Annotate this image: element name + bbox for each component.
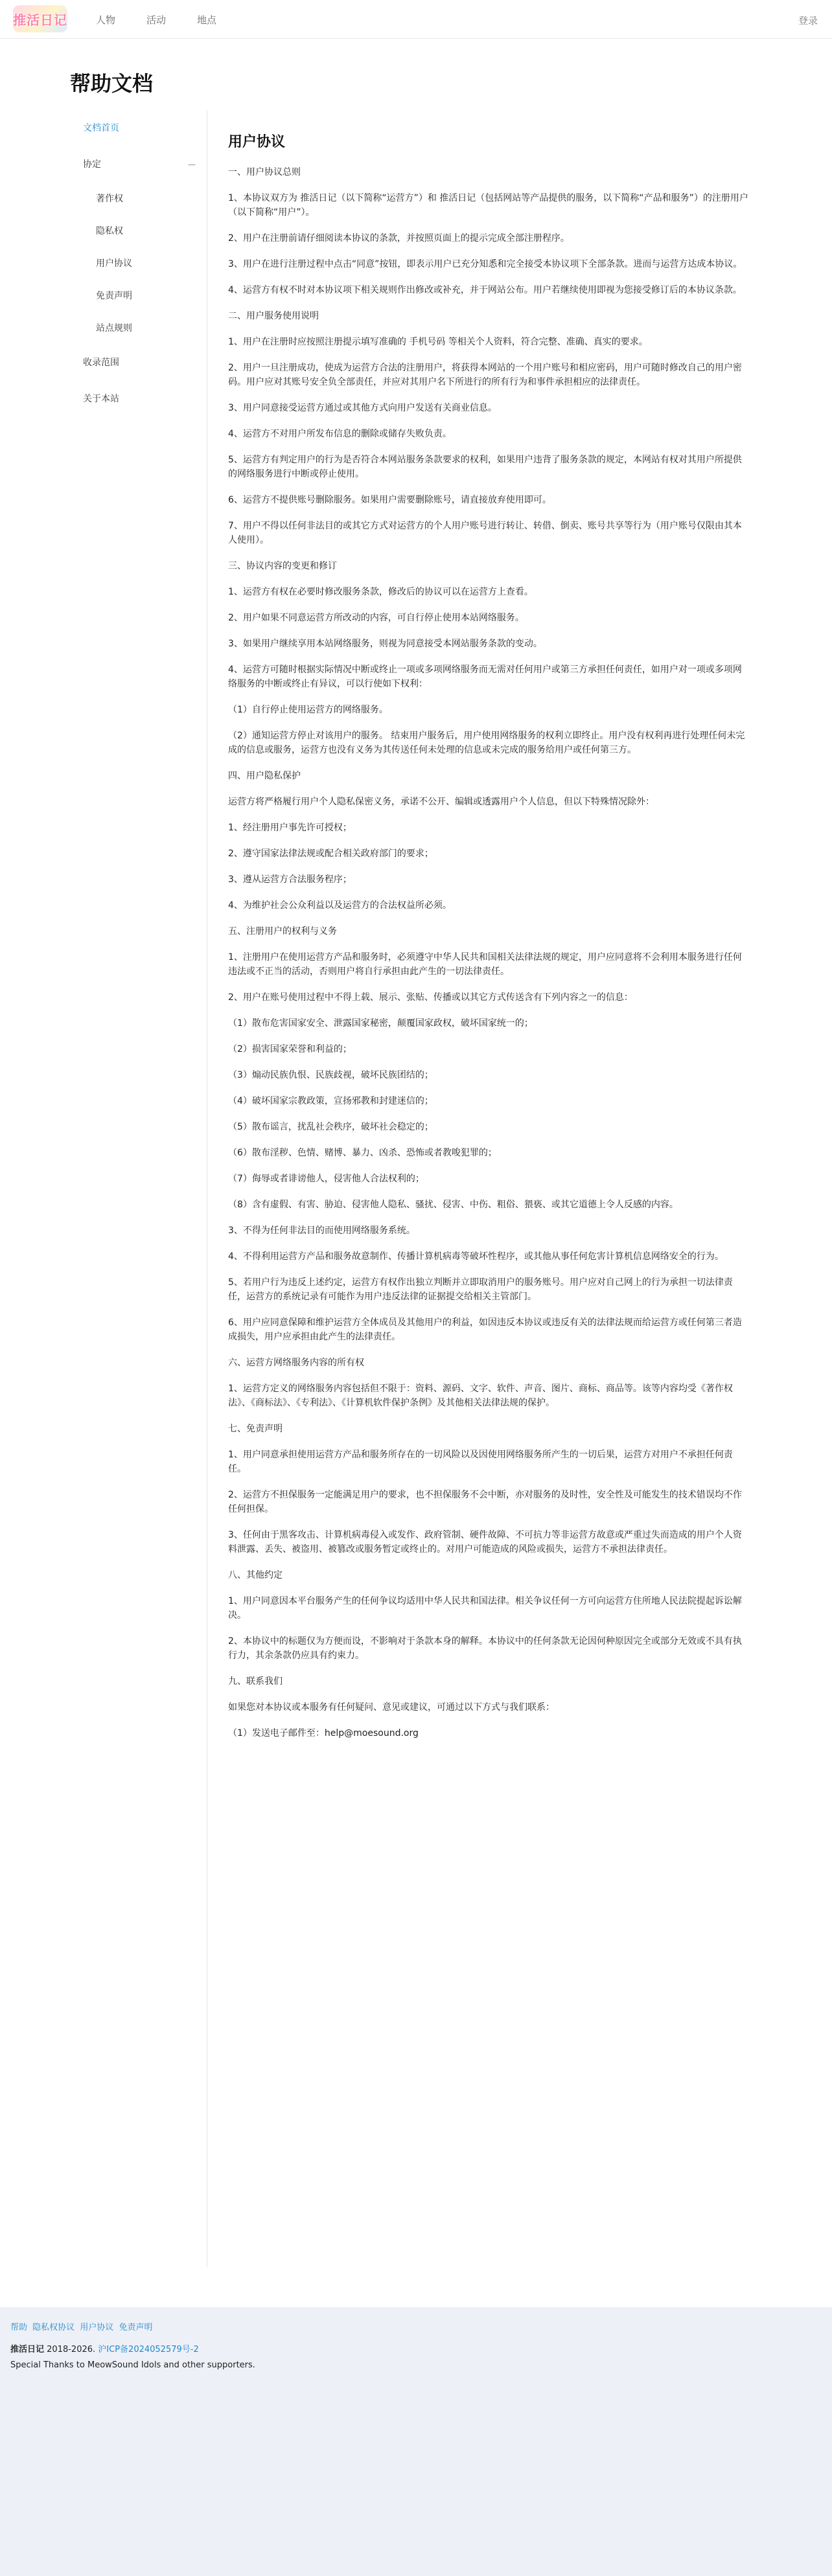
doc-paragraph: 6、运营方不提供账号删除服务。如果用户需要删除账号，请直接放弃使用即可。: [228, 495, 551, 505]
doc-paragraph: 3、如果用户继续享用本站网络服务，则视为同意接受本网站服务条款的变动。: [228, 639, 542, 649]
sidebar-item-privacy[interactable]: 隐私权: [96, 226, 123, 236]
doc-paragraph: 三、协议内容的变更和修订: [228, 561, 337, 571]
footer-link-user-agreement[interactable]: 用户协议: [80, 2323, 114, 2332]
doc-paragraph: 七、免责声明: [228, 1424, 283, 1434]
doc-paragraph: 四、用户隐私保护: [228, 771, 301, 781]
doc-paragraph: 1、用户同意承担使用运营方产品和服务所存在的一切风险以及因使用网络服务所产生的一切后果，运营方对用户不承担任何责任。: [228, 1450, 733, 1474]
doc-paragraph: （2）通知运营方停止对该用户的服务。 结束用户服务后，用户使用网络服务的权利立即终止。用户没有权利再进行处理任何未完成的信息或服务，运营方也没有义务为其传送任何未处理的信息或未完成的服务给用户或任何第三方。: [228, 731, 745, 755]
doc-paragraph: （7）侮辱或者诽谤他人，侵害他人合法权利的；: [228, 1174, 424, 1184]
sidebar-item-copyright[interactable]: 著作权: [96, 194, 123, 204]
footer-thanks: Special Thanks to MeowSound Idols and other supporters.: [10, 2360, 255, 2370]
doc-paragraph: 九、联系我们: [228, 1676, 283, 1687]
doc-paragraph: 5、若用户行为违反上述约定，运营方有权作出独立判断并立即取消用户的服务账号。用户应对自己网上的行为承担一切法律责任，运营方的系统记录有可能作为用户违反法律的证据提交给相关主管部门。: [228, 1277, 733, 1302]
doc-paragraph: 4、不得利用运营方产品和服务故意制作、传播计算机病毒等破坏性程序，或其他从事任何危害计算机信息网络安全的行为。: [228, 1251, 724, 1262]
docs-sidebar: [70, 110, 207, 417]
page-title: 帮助文档: [70, 71, 154, 96]
top-navigation-bar: [0, 0, 832, 39]
footer-link-privacy[interactable]: 隐私权协议: [32, 2323, 75, 2332]
doc-body: [228, 165, 749, 1740]
doc-paragraph: 3、用户同意接受运营方通过或其他方式向用户发送有关商业信息。: [228, 403, 497, 413]
doc-paragraph: （1）散布危害国家安全、泄露国家秘密，颠覆国家政权，破坏国家统一的；: [228, 1018, 533, 1029]
doc-paragraph: 五、注册用户的权利与义务: [228, 926, 337, 937]
sidebar-item-disclaimer[interactable]: 免责声明: [96, 291, 132, 301]
doc-paragraph: 4、运营方不对用户所发布信息的删除或储存失败负责。: [228, 429, 452, 439]
doc-paragraph: （3）煽动民族仇恨、民族歧视，破坏民族团结的；: [228, 1070, 433, 1080]
site-logo[interactable]: [13, 5, 67, 32]
sidebar-item-site-rules[interactable]: 站点规则: [96, 323, 132, 334]
doc-paragraph: 3、不得为任何非法目的而使用网络服务系统。: [228, 1225, 415, 1236]
doc-paragraph: 八、其他约定: [228, 1570, 283, 1580]
doc-paragraph: 1、经注册用户事先许可授权；: [228, 823, 352, 833]
doc-paragraph: （8）含有虚假、有害、胁迫、侵害他人隐私、骚扰、侵害、中伤、粗俗、猥亵、或其它道德上令人反感的内容。: [228, 1200, 678, 1210]
footer-icp-link[interactable]: 沪ICP备2024052579号-2: [98, 2345, 199, 2354]
doc-paragraph: 2、遵守国家法律法规或配合相关政府部门的要求；: [228, 849, 433, 859]
doc-paragraph: 2、用户在账号使用过程中不得上载、展示、张贴、传播或以其它方式传送含有下列内容之一的信息：: [228, 992, 633, 1003]
doc-title: 用户协议: [228, 134, 286, 150]
doc-paragraph: 2、用户如果不同意运营方所改动的内容，可自行停止使用本站网络服务。: [228, 613, 524, 623]
doc-paragraph: 1、运营方有权在必要时修改服务条款，修改后的协议可以在运营方上查看。: [228, 587, 533, 597]
footer-link-disclaimer[interactable]: 免责声明: [119, 2323, 153, 2332]
nav-people[interactable]: 人物: [96, 14, 116, 26]
doc-paragraph: 二、用户服务使用说明: [228, 311, 319, 321]
doc-paragraph: 1、注册用户在使用运营方产品和服务时，必须遵守中华人民共和国相关法律法规的规定，用户应同意将不会利用本服务进行任何违法或不正当的活动，否则用户将自行承担由此产生的一切法律责任。: [228, 952, 742, 977]
doc-paragraph: 2、用户一旦注册成功，使成为运营方合法的注册用户，将获得本网站的一个用户账号和相应密码，用户可随时修改自己的用户密码。用户应对其账号安全负全部责任，并应对其用户名下所进行的所有行为和事件承担相应的法律责任。: [228, 363, 742, 387]
doc-paragraph: （4）破坏国家宗教政策，宣扬邪教和封建迷信的；: [228, 1096, 433, 1106]
doc-paragraph: 3、遵从运营方合法服务程序；: [228, 874, 352, 885]
site-footer: [0, 2307, 832, 2576]
doc-paragraph: 1、用户在注册时应按照注册提示填写准确的 手机号码 等相关个人资料，符合完整、准确、真实的要求。: [228, 337, 648, 347]
doc-paragraph: 6、用户应同意保障和维护运营方全体成员及其他用户的利益，如因违反本协议或违反有关的法律法规而给运营方或任何第三者造成损失，用户应承担由此产生的法律责任。: [228, 1317, 742, 1342]
doc-paragraph: 运营方将严格履行用户个人隐私保密义务，承诺不公开、编辑或透露用户个人信息，但以下特殊情况除外：: [228, 797, 654, 807]
sidebar-item-collection-scope[interactable]: 收录范围: [83, 358, 119, 368]
doc-paragraph: 4、为维护社会公众利益以及运营方的合法权益所必须。: [228, 900, 452, 911]
sidebar-item-about[interactable]: 关于本站: [83, 394, 119, 404]
doc-paragraph: 如果您对本协议或本服务有任何疑问、意见或建议，可通过以下方式与我们联系：: [228, 1702, 555, 1713]
main-nav: [96, 0, 216, 39]
doc-paragraph: 5、运营方有判定用户的行为是否符合本网站服务条款要求的权利，如果用户违背了服务条款的规定，本网站有权对其用户所提供的网络服务进行中断或停止使用。: [228, 455, 742, 479]
doc-paragraph: 4、运营方可随时根据实际情况中断或终止一项或多项网络服务而无需对任何用户或第三方承担任何责任，如用户对一项或多项网络服务的中断或终止有异议，可以行使如下权利：: [228, 665, 742, 689]
doc-paragraph: 六、运营方网络服务内容的所有权: [228, 1358, 364, 1368]
doc-paragraph: （1）发送电子邮件至：help@moesound.org: [228, 1728, 419, 1738]
footer-links: [10, 2320, 155, 2332]
doc-paragraph: 2、运营方不担保服务一定能满足用户的要求，也不担保服务不会中断，亦对服务的及时性，安全性及可能发生的技术错误均不作任何担保。: [228, 1490, 742, 1514]
doc-paragraph: 2、本协议中的标题仅为方便而设，不影响对于条款本身的解释。本协议中的任何条款无论因何种原因完全或部分无效或不具有执行力，其余条款仍应具有约束力。: [228, 1636, 742, 1661]
logo-text: 推活日记: [13, 12, 67, 28]
nav-events[interactable]: 活动: [146, 14, 167, 26]
doc-paragraph: 2、用户在注册前请仔细阅读本协议的条款，并按照页面上的提示完成全部注册程序。: [228, 233, 570, 244]
collapse-icon: —: [188, 160, 196, 169]
login-link[interactable]: 登录: [798, 15, 818, 27]
footer-brand: 推活日记: [10, 2345, 45, 2354]
doc-paragraph: 3、用户在进行注册过程中点击“同意”按钮，即表示用户已充分知悉和完全接受本协议项下全部条款。进而与运营方达成本协议。: [228, 259, 743, 269]
sidebar-item-user-agreement[interactable]: 用户协议: [96, 258, 132, 269]
doc-paragraph: 一、用户协议总则: [228, 167, 301, 177]
doc-paragraph: （2）损害国家荣誉和利益的；: [228, 1044, 352, 1054]
doc-paragraph: 1、运营方定义的网络服务内容包括但不限于：资料、源码、文字、软件、声音、图片、商标、商品等。该等内容均受《著作权法》、《商标法》、《专利法》、《计算机软件保护条例》及其他相关法律法规的保护。: [228, 1384, 733, 1408]
footer-years: 2018-2026.: [47, 2345, 96, 2354]
doc-paragraph: 4、运营方有权不时对本协议项下相关规则作出修改或补充，并于网站公布。用户若继续使用即视为您接受修订后的本协议条款。: [228, 285, 742, 295]
sidebar-item-agreement[interactable]: [70, 146, 207, 183]
sidebar-item-label: 协定: [83, 159, 101, 170]
doc-paragraph: （1）自行停止使用运营方的网络服务。: [228, 705, 388, 715]
doc-paragraph: 7、用户不得以任何非法目的或其它方式对运营方的个人用户账号进行转让、转借、倒卖、账号共享等行为（用户账号仅限由其本人使用）。: [228, 521, 742, 545]
doc-paragraph: 3、任何由于黑客攻击、计算机病毒侵入或发作、政府管制、硬件故障、不可抗力等非运营方故意或严重过失而造成的用户个人资料泄露、丢失、被盗用、被篡改或服务暂定或终止的。对用户可能造成的风险或损失，运营方不承担法律责任。: [228, 1530, 742, 1555]
footer-link-help[interactable]: 帮助: [10, 2323, 28, 2332]
doc-paragraph: 1、用户同意因本平台服务产生的任何争议均适用中华人民共和国法律。相关争议任何一方可向运营方住所地人民法院提起诉讼解决。: [228, 1596, 742, 1621]
doc-paragraph: （6）散布淫秽、色情、赌博、暴力、凶杀、恐怖或者教唆犯罪的；: [228, 1148, 497, 1158]
sidebar-item-docs-home[interactable]: 文档首页: [83, 123, 119, 133]
nav-places[interactable]: 地点: [197, 14, 217, 26]
doc-content: [228, 131, 749, 1752]
doc-paragraph: 1、本协议双方为 推活日记（以下简称“运营方”）和 推活日记（包括网站等产品提供的服务，以下简称“产品和服务”）的注册用户（以下简称“用户”）。: [228, 193, 748, 218]
footer-copyright: [10, 2342, 199, 2354]
doc-paragraph: （5）散布谣言，扰乱社会秩序，破坏社会稳定的；: [228, 1122, 433, 1132]
